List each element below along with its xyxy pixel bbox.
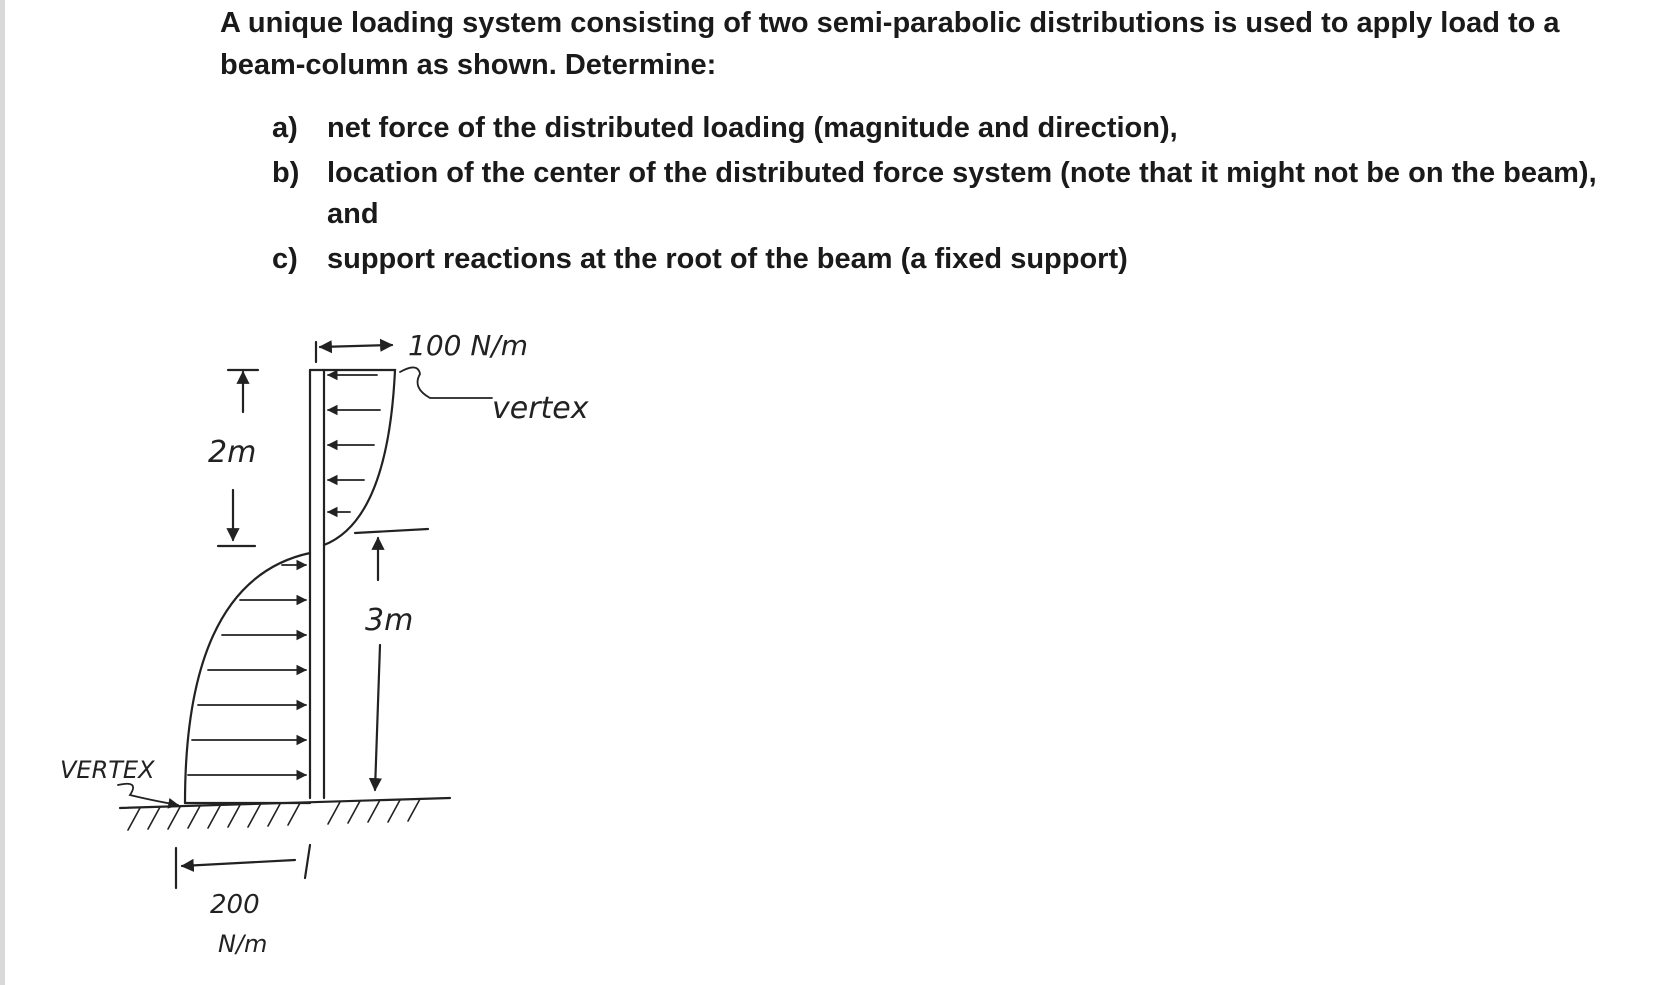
part-c-text: support reactions at the root of the beam (a fixed support) (327, 243, 1128, 275)
upper-load-curve (324, 370, 395, 545)
bottom-load-unit: N/m (218, 930, 268, 958)
bottom-dim-arrow (182, 860, 295, 866)
part-a-letter: a) (272, 112, 298, 144)
bottom-vertex-pointer (118, 784, 178, 805)
part-b-text: location of the center of the distributed force system (note that it might not be on the beam), and (327, 157, 1597, 230)
top-load-label: 100 N/m (408, 329, 528, 362)
top-width-dim-arrow (320, 345, 392, 347)
lower-load-arrows (188, 565, 306, 775)
lower-length-label: 3m (365, 603, 414, 638)
part-c-letter: c) (272, 243, 298, 275)
top-vertex-label: vertex (492, 391, 589, 426)
lower-load-curve (185, 553, 310, 803)
part-a-text: net force of the distributed loading (magnitude and direction), (327, 112, 1178, 144)
top-vertex-pointer (400, 367, 492, 398)
bottom-dim-right-tick (305, 845, 310, 878)
upper-length-label: 2m (208, 435, 257, 470)
lower-dim-top-tick (355, 529, 428, 533)
bottom-load-value: 200 (210, 890, 260, 920)
problem-statement: A unique loading system consisting of two semi-parabolic distributions is used to apply load to a beam-column as shown. Determine: (220, 7, 1560, 81)
lower-dim-arrow-down (375, 645, 380, 790)
part-b-letter: b) (272, 157, 300, 189)
bottom-vertex-label: VERTEX (60, 756, 155, 784)
